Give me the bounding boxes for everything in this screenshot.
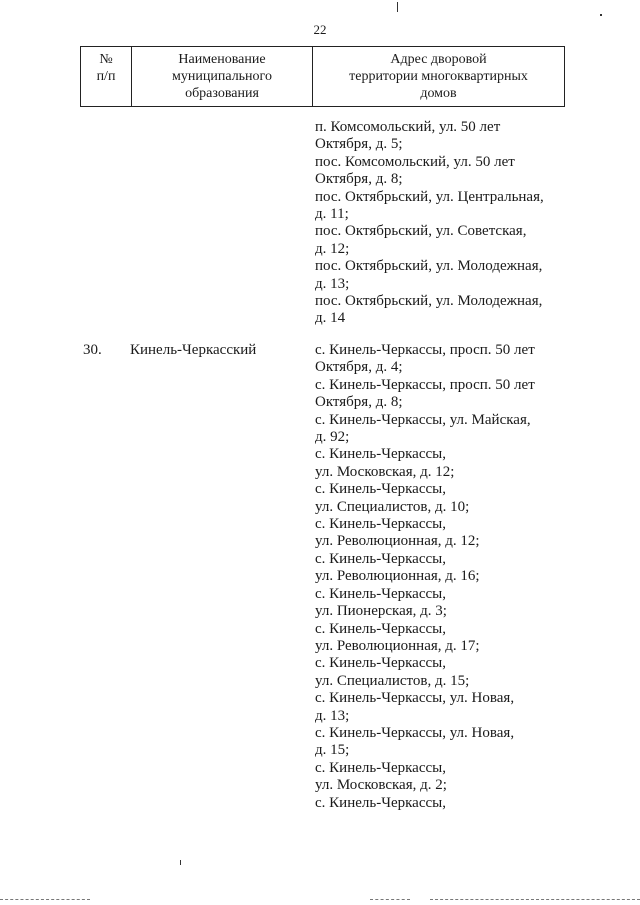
address-line: с. Кинель-Черкассы, (315, 620, 446, 637)
address-line: Октября, д. 8; (315, 394, 403, 411)
municipality-name: Кинель-Черкасский (130, 342, 257, 358)
address-line: с. Кинель-Черкассы, ул. Новая, (315, 690, 515, 707)
address-line: с. Кинель-Черкассы, (315, 516, 446, 533)
address-line: д. 13; (315, 707, 350, 724)
address-line: д. 12; (315, 240, 350, 257)
address-line: с. Кинель-Черкассы, просп. 50 лет (315, 342, 535, 358)
address-line: с. Кинель-Черкассы, (315, 446, 446, 463)
header-number (81, 47, 132, 106)
address-line: Октября, д. 8; (315, 171, 403, 188)
address-line: д. 14 (315, 310, 346, 327)
address-line: ул. Специалистов, д. 15; (315, 672, 470, 689)
scan-mark (600, 14, 602, 16)
address-line: пос. Комсомольский, ул. 50 лет (315, 153, 515, 170)
address-line: с. Кинель-Черкассы, (315, 481, 446, 498)
address-line: с. Кинель-Черкассы, ул. Новая, (315, 724, 515, 741)
address-line: с. Кинель-Черкассы, ул. Майская, (315, 411, 531, 428)
address-line: с. Кинель-Черкассы, (315, 655, 446, 672)
scan-mark (180, 860, 181, 865)
header-number-line: п/п (96, 69, 116, 84)
header-address-line: домов (420, 86, 457, 101)
address-line: ул. Московская, д. 2; (315, 777, 447, 794)
address-line: ул. Революционная, д. 16; (315, 568, 480, 585)
address-list (315, 342, 565, 812)
scan-mark (397, 2, 398, 12)
address-line: Октября, д. 4; (315, 359, 403, 376)
page-edge-marks (430, 899, 640, 901)
address-line: п. Комсомольский, ул. 50 лет (315, 119, 501, 135)
address-line: пос. Октябрьский, ул. Молодежная, (315, 293, 543, 310)
address-line: ул. Революционная, д. 12; (315, 533, 480, 550)
address-line: ул. Пионерская, д. 3; (315, 603, 447, 620)
table-header (80, 46, 565, 107)
address-line: д. 15; (315, 742, 350, 759)
continued-address-list (315, 119, 565, 328)
address-line: д. 11; (315, 206, 349, 223)
header-municipality-line: муниципального (172, 69, 272, 84)
address-line: с. Кинель-Черкассы, (315, 759, 446, 776)
header-address (313, 47, 564, 106)
address-line: Октября, д. 5; (315, 136, 403, 153)
address-line: ул. Московская, д. 12; (315, 463, 455, 480)
address-line: ул. Революционная, д. 17; (315, 637, 480, 654)
page-edge-marks (0, 899, 90, 901)
address-line: с. Кинель-Черкассы, (315, 794, 446, 811)
header-municipality-line: Наименование (178, 52, 266, 67)
header-municipality-line: образования (185, 86, 259, 101)
address-line: пос. Октябрьский, ул. Советская, (315, 223, 527, 240)
header-municipality (132, 47, 313, 106)
address-line: пос. Октябрьский, ул. Центральная, (315, 188, 544, 205)
address-line: с. Кинель-Черкассы, (315, 585, 446, 602)
row-number: 30. (83, 342, 102, 358)
address-line: д. 92; (315, 429, 350, 446)
page-number: 22 (313, 22, 327, 37)
address-line: ул. Специалистов, д. 10; (315, 498, 470, 515)
header-number-line: № (99, 52, 113, 67)
header-address-line: территории многоквартирных (349, 69, 528, 84)
address-line: с. Кинель-Черкассы, просп. 50 лет (315, 376, 535, 393)
address-line: пос. Октябрьский, ул. Молодежная, (315, 258, 543, 275)
address-line: с. Кинель-Черкассы, (315, 550, 446, 567)
address-line: д. 13; (315, 275, 350, 292)
page-edge-marks (370, 899, 410, 901)
header-address-line: Адрес дворовой (390, 52, 487, 67)
